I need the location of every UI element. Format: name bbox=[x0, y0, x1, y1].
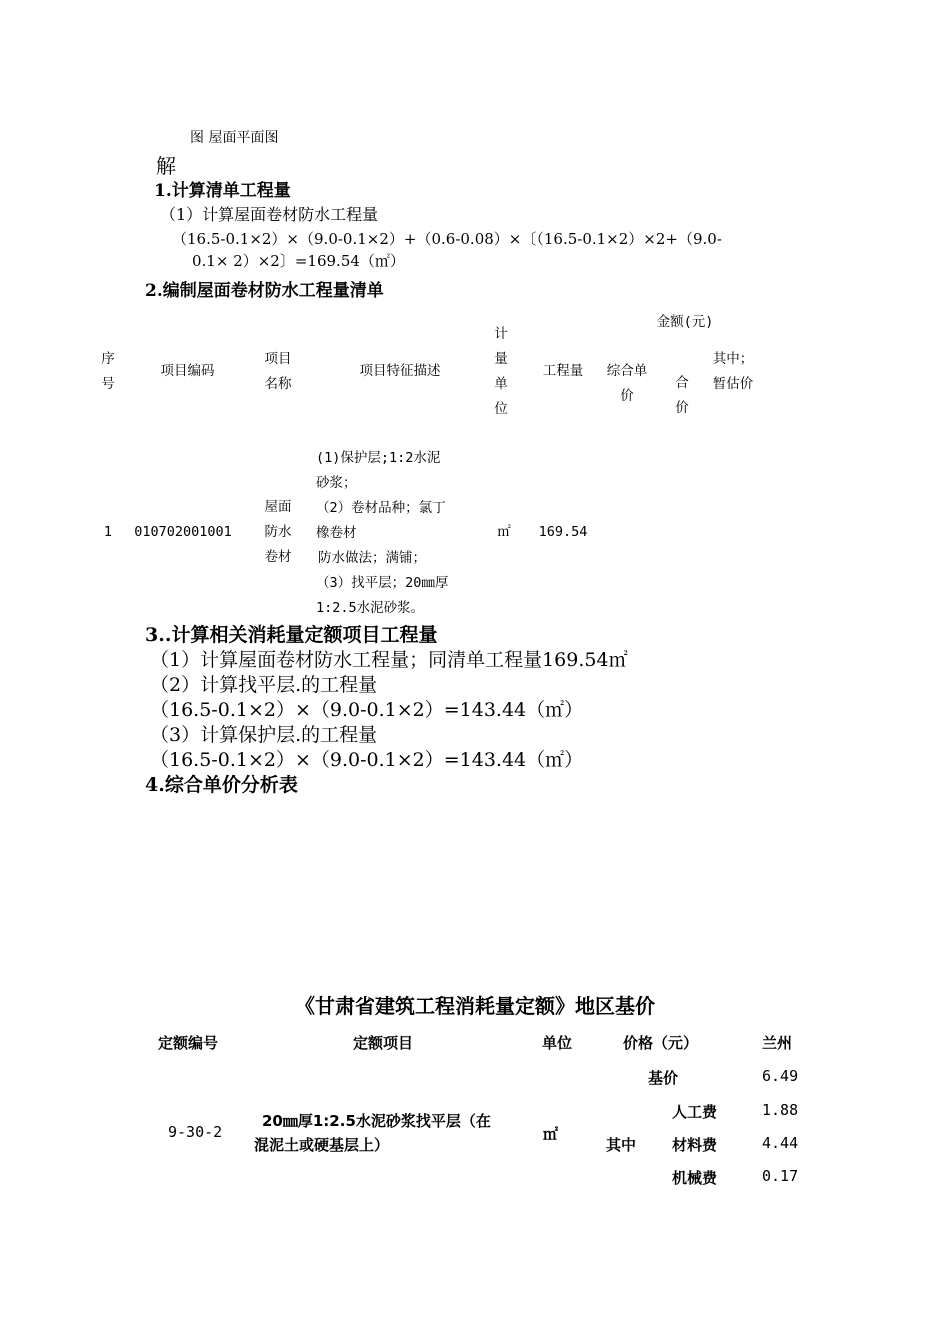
desc-line: (1)保护层;1:2水泥 bbox=[316, 450, 441, 466]
rate-header-item: 定额项目 bbox=[353, 1034, 414, 1052]
row-description bbox=[316, 446, 474, 621]
labor-label: 人工费 bbox=[672, 1103, 718, 1121]
material-label: 材料费 bbox=[672, 1136, 718, 1154]
header-unit: 计量单位 bbox=[494, 326, 508, 417]
heading-unit-price-analysis: 4.综合单价分析表 bbox=[145, 774, 298, 796]
consumption-line-4: （3）计算保护层.的工程量 bbox=[150, 724, 378, 746]
rate-table-title: 《甘肃省建筑工程消耗量定额》地区基价 bbox=[295, 994, 655, 1018]
rate-header-code: 定额编号 bbox=[158, 1034, 219, 1052]
consumption-line-1: （1）计算屋面卷材防水工程量；同清单工程量169.54㎡ bbox=[150, 649, 628, 671]
row-qty: 169.54 bbox=[538, 524, 588, 540]
step-roof-waterproof: （1）计算屋面卷材防水工程量 bbox=[160, 205, 379, 224]
solution-label: 解 bbox=[156, 154, 176, 178]
rate-code: 9-30-2 bbox=[168, 1123, 223, 1141]
desc-line: 橡卷材 bbox=[316, 525, 357, 541]
formula-line-2: 0.1× 2）×2〕=169.54（㎡） bbox=[192, 252, 405, 270]
row-code: 010702001001 bbox=[134, 524, 232, 540]
rate-header-region: 兰州 bbox=[762, 1034, 793, 1052]
header-qty: 工程量 bbox=[542, 363, 584, 379]
desc-line: 1:2.5水泥砂浆。 bbox=[316, 600, 425, 616]
rate-item-line-1: 20㎜厚1:2.5水泥砂浆找平层（在 bbox=[262, 1112, 491, 1130]
header-desc: 项目特征描述 bbox=[359, 363, 441, 379]
header-code: 项目编码 bbox=[160, 363, 215, 379]
base-price-value: 6.49 bbox=[762, 1067, 799, 1085]
machine-label: 机械费 bbox=[672, 1169, 718, 1187]
consumption-line-5: （16.5-0.1×2）×（9.0-0.1×2）=143.44（㎡） bbox=[150, 749, 584, 771]
header-name: 项目名称 bbox=[264, 351, 292, 392]
machine-value: 0.17 bbox=[762, 1167, 799, 1185]
base-price-label: 基价 bbox=[648, 1069, 679, 1087]
consumption-line-2: （2）计算找平层.的工程量 bbox=[150, 674, 378, 696]
desc-line: 砂浆； bbox=[316, 475, 357, 491]
labor-value: 1.88 bbox=[762, 1101, 799, 1119]
consumption-line-3: （16.5-0.1×2）×（9.0-0.1×2）=143.44（㎡） bbox=[150, 699, 584, 721]
heading-consumption: 3..计算相关消耗量定额项目工程量 bbox=[145, 624, 438, 646]
desc-line: 防水做法；满铺； bbox=[318, 550, 426, 566]
desc-line: （2）卷材品种；氯丁 bbox=[316, 500, 446, 516]
header-total: 合价 bbox=[675, 375, 689, 416]
row-name: 屋面防水卷材 bbox=[264, 499, 292, 565]
header-seq: 序号 bbox=[101, 351, 115, 392]
material-value: 4.44 bbox=[762, 1134, 799, 1152]
rate-header-price: 价格（元） bbox=[623, 1034, 699, 1052]
rate-item-line-2: 混泥土或硬基层上） bbox=[254, 1136, 390, 1154]
header-unit-price: 综合单价 bbox=[606, 363, 648, 404]
row-seq: 1 bbox=[103, 524, 113, 540]
header-amount-group: 金额(元) bbox=[656, 314, 714, 330]
desc-line: （3）找平层；20㎜厚 bbox=[316, 575, 449, 591]
heading-bill-quantity: 1.计算清单工程量 bbox=[154, 181, 291, 201]
row-unit: ㎡ bbox=[497, 524, 511, 540]
header-provisional: 其中；暂估价 bbox=[712, 351, 754, 392]
figure-caption: 图 屋面平面图 bbox=[190, 130, 279, 146]
qizhong-label: 其中 bbox=[606, 1136, 637, 1154]
rate-unit: ㎡ bbox=[543, 1125, 559, 1143]
rate-header-unit: 单位 bbox=[542, 1034, 573, 1052]
formula-line-1: （16.5-0.1×2）×（9.0-0.1×2）+（0.6-0.08）×〔（16.5-0.1×2）×2+（9.0- bbox=[172, 230, 722, 248]
heading-bill-list: 2.编制屋面卷材防水工程量清单 bbox=[145, 281, 384, 301]
